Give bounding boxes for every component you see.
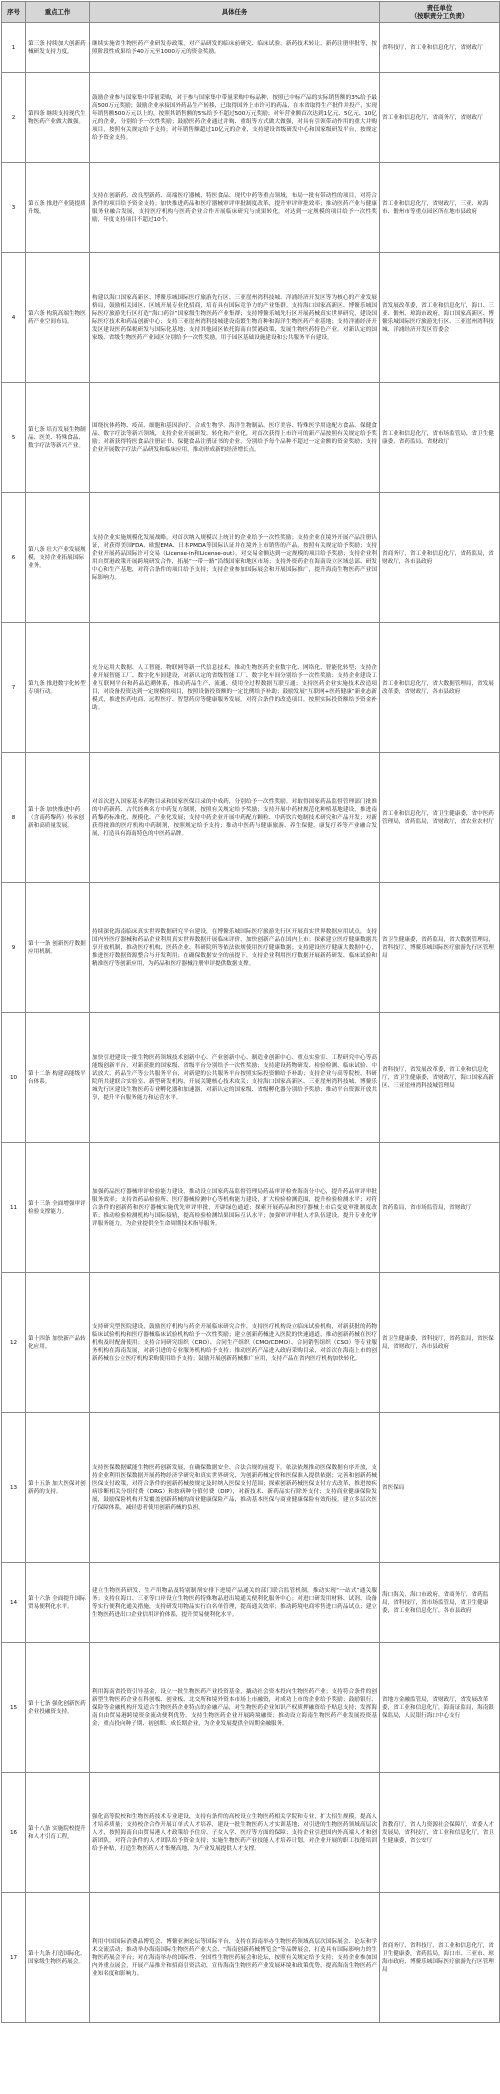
row-unit: 省卫生健康委，省科技厅，省药监局，省医保局，省财政厅，各市县政府: [380, 1273, 500, 1413]
header-num: 序号: [2, 2, 26, 23]
table-row: [2, 883, 500, 1013]
table-row: [2, 1643, 500, 1773]
row-work: 第九条 推进数字化转型专项行动。: [26, 623, 90, 753]
table-row: [2, 253, 500, 383]
row-task: 支持医保数据赋能生物医药创新发展，在确保数据安全、合法合规的前提下，依法依规推动医保数据有序开放，支持企业利用医保数据开展药物经济学研究和真实世界研究，为创新药械定价和医保准入提供依据；完善和创新药械医保支付政策，对符合条件的创新药械按规定及时纳入医保支付范围；探索创新药械医保支付方式改革，推进按疾病诊断相关分组付费（DRG）和按病种分值付费（DIP），对新技术、新药品实行除外支付；支持商业健康保险发展，鼓励保险机构开发覆盖创新药械的商业健康保险产品，推动基本医保与商业健康保险有效衔接，建立多层次医疗保障体系，减轻患者使用创新药械的负担。: [90, 1413, 380, 1563]
row-task: 对首次进入国家基本药物目录和国家医保目录的中成药，分别给予一次性奖励。对取得国家药品监督管理部门批准的中药新药、古代经典名方中药复方制剂，按照有关规定给予奖励；支持开展中药材规范化种植基地建设，推进南药黎药标准化、规模化、产业化发展；支持中药企业开展中药配方颗粒、中药饮片炮制技术研究和产品开发；对新获得批准的医疗机构中药制剂，按照规定给予支持；推动中医药与健康旅游、养生保健、康复疗养等产业融合发展，打造具有海南特色的中医药品牌。: [90, 753, 380, 883]
row-task: 加强药品医疗器械审评检验能力建设，推动设立国家药品监督管理局药品审评检查海南分中心，提升药品审评审批服务效率；支持省药品检验所、医疗器械检测中心等机构能力建设，扩大检验检测范围，提升检验检测水平；对符合条件的创新药和医疗器械实施优先审评审批，开辟绿色通道；探索开展药品和医疗器械上市后变更审批制度改革；推动检验检测机构与国际接轨，提高检验检测结果国际互认水平；加强审评审批人才队伍建设，提升专业化审评服务能力，为企业提供全生命周期技术指导服务。: [90, 1143, 380, 1273]
row-unit: 省工业和信息化厅，省商务厅，省财政厅: [380, 73, 500, 163]
row-work: 第十四条 加快新产品转化应用。: [26, 1273, 90, 1413]
row-unit: 省工业和信息化厅，省卫生健康委，省中医药管理局，省药监局，省财政厅，省农业农村厅: [380, 753, 500, 883]
row-task: 鼓励企业参与国家集中带量采购，对于参与国家集中带量采购中标品种，按照已中标产品的实际销售额的3%给予最高500万元奖励；鼓励企业承接国外药品生产转移，已取得国外上市许可的药品，在本省取得生产批件并投产，实现年销售额500万元以上的，按照其销售额的5%给予不超过500万元奖励；对年营业额首次达到1亿元、5亿元、10亿元的企业，分别给予一次性奖励；鼓励医药企业通过并购、重组等方式做大做强，对具有引领带动作用的重大并购项目，按照有关规定给予支持；对年销售额超过10亿元的企业，支持建设省级研发中心和国家级研发平台，按规定给予资金支持。: [90, 73, 380, 163]
row-num: 12: [2, 1273, 26, 1413]
row-work: 第五条 推进产业链提质升级。: [26, 163, 90, 253]
table-row: [2, 623, 500, 753]
table-row: [2, 1143, 500, 1273]
row-unit: 省发展改革委，省工业和信息化厅，海口、三亚、儋州、琼海市政府，海口国家高新区、博鳌乐城国际医疗旅游先行区、三亚崖州湾科技城、洋浦经济开发区管委会: [380, 253, 500, 383]
row-num: 11: [2, 1143, 26, 1273]
policy-task-table: [1, 1, 500, 2023]
row-task: 围绕抗体药物、疫苗、细胞和基因治疗、合成生物学、海洋生物制品、医疗美容、特殊医学用途配方食品、保健食品、数字疗法等新兴领域，支持企业开展研发、转化和产业化，对首次获得上市许可的新产品按照有关规定给予奖励；对新获得特医食品注册证书、保健食品注册证书的企业，分别给予每个品种不超过一定金额的资金奖励；支持企业开展数字疗法产品研发和临床应用，推动形成新的经济增长点。: [90, 383, 380, 493]
row-unit: 省工业和信息化厅，省财政厅，三亚、琼海市、儋州市等重点园区所在地市县政府: [380, 163, 500, 253]
row-task: 加快引进建设一批生物医药领域技术创新中心、产业创新中心、制造业创新中心、重点实验室、工程研究中心等高能级创新平台，对新获批的国家级、省级平台分别给予一次性奖励；支持建设药物研发、检验检测、临床试验、中试放大、药品生产等公共服务平台，对新建的公共服务平台按照实际投资额给予补助；支持企业与高等院校、科研院所共建联合实验室、新型研发机构，开展关键核心技术攻关；支持海口国家高新区、三亚崖州湾科技城、博鳌乐城先行区建设生物医药专业孵化器和加速器，对新认定的国家级、省级孵化器分别给予奖励；推动平台资源开放共享，提升平台服务能力和运营水平。: [90, 1013, 380, 1143]
row-unit: 省教育厅，省人力资源社会保障厅，省委人才发展局，省科技厅，省工业和信息化厅，省卫生健康委，省公安厅: [380, 1773, 500, 1893]
row-num: 6: [2, 493, 26, 623]
row-unit: 海口海关，海口市政府，省商务厅，省药监局，省科技厅，省市场监管局，省卫生健康委，省工业和信息化厅，各市县政府: [380, 1563, 500, 1643]
table-row: [2, 1273, 500, 1413]
row-num: 1: [2, 23, 26, 73]
row-work: 第十五条 加大医保对创新药的支持。: [26, 1413, 90, 1563]
row-num: 7: [2, 623, 26, 753]
row-num: 4: [2, 253, 26, 383]
row-work: 第十九条 打造国际化、国家级生物医药展会。: [26, 1893, 90, 2023]
row-num: 14: [2, 1563, 26, 1643]
row-num: 2: [2, 73, 26, 163]
table-row: [2, 23, 500, 73]
row-num: 13: [2, 1413, 26, 1563]
table-row: [2, 163, 500, 253]
table-row: [2, 1013, 500, 1143]
row-unit: 省科技厅，省发展改革委，省工业和信息化厅，省卫生健康委，省财政厅，海口国家高新区、三亚崖州湾科技城管理局: [380, 1013, 500, 1143]
row-unit: 省地方金融监管局，省财政厅，省发展改革委，省工业和信息化厅，海南证监局，海南银保监局，人民银行海口中心支行: [380, 1643, 500, 1773]
header-work: 重点工作: [26, 2, 90, 23]
table-row: [2, 493, 500, 623]
table-row: [2, 73, 500, 163]
row-task: 支持研究型医院建设，鼓励医疗机构与药企开展临床研究合作，支持医疗机构设立临床试验机构，对新获批的药物临床试验机构和医疗器械临床试验机构给予一次性奖励；建立创新药械进入医院的快速通道，推动创新药械在医疗机构及时配备使用；支持合同研究组织（CRO）、合同生产组织（CMO/CDMO）、合同销售组织（CSO）等专业服务机构在海南发展，对新引进的专业服务机构给予支持；推动医药产品进入政府采购目录，对首次在海南上市的创新药械在公立医疗机构采购使用给予支持；鼓励开展创新药械推广应用，支持产品在省内医疗机构加快转化。: [90, 1273, 380, 1413]
row-task: 利用海南省投资引导基金，设立一批生物医药产业投资基金，撬动社会资本投向生物医药产业；支持符合条件的创新型生物医药企业在科创板、创业板、北交所和境外资本市场上市融资，对成功上市的企业给予奖励；鼓励银行、保险等金融机构开发适合生物医药企业特点的金融产品，对生物医药企业知识产权质押融资给予贴息支持；发挥海南自由贸易港跨境资金流动便利优势，支持生物医药企业开展跨境融资；推动设立海南生物医药产业发展投资基金，重点投向种子期、初创期、成长期企业，为企业发展提供全周期金融服务。: [90, 1643, 380, 1773]
row-work: 第十二条 构建高能级平台体系。: [26, 1013, 90, 1143]
table-row: [2, 1563, 500, 1643]
row-work: 第十条 加快推进中药（含南药黎药）传承创新和高质量发展。: [26, 753, 90, 883]
row-task: 强化高等院校和生物医药技术专业建设，支持有条件的高校设立生物医药相关学院和专业，扩大招生规模，提高人才培养质量；支持校企合作开展订单式人才培养，建设一批生物医药人才实训基地；对引进的生物医药领域高层次人才，按照海南自由贸易港人才政策给予住房、子女入学、医疗等方面的保障；支持企业引进国内外高端人才和创新团队，对符合条件的人才团队给予资金支持；实施生物医药产业技能人才培养计划，对企业开展的职工技能培训给予补贴，打造生物医药人才集聚高地，为产业发展提供人才支撑。: [90, 1773, 380, 1893]
row-unit: 省商务厅，省工业和信息化厅，省药监局，省财政厅，各市县政府: [380, 493, 500, 623]
row-work: 第十七条 强化创新医药企业投融资支持。: [26, 1643, 90, 1773]
row-work: 第十三条 全面增强审评检验支撑能力。: [26, 1143, 90, 1273]
table-row: [2, 753, 500, 883]
row-num: 15: [2, 1643, 26, 1773]
row-work: 第八条 壮大产业发展规模，支持企业拓展国际业务。: [26, 493, 90, 623]
row-work: 第十一条 创新医疗数据应用机制。: [26, 883, 90, 1013]
row-num: 5: [2, 383, 26, 493]
row-work: 第七条 培育发展生物制品、医美、特殊食品、数字疗法等新兴产业。: [26, 383, 90, 493]
row-task: 建立生物医药研发、生产用物品及特别制剂安排下进境产品通关的部门联合监管机制，推动实现“一站式”通关服务；支持在海口、三亚等口岸设立生物医药特殊物品进出境通关便利化服务中心；对进口研发用材料、试剂、设备等实行便利化通关措施，支持研发用物品实行白名单管理，提高通关效率；推动跨境电商零售进口药品试点；建立生物医药进出口企业信用评价体系，提升贸易便利化水平。: [90, 1563, 380, 1643]
row-unit: 省药监局，省市场监管局，省财政厅: [380, 1143, 500, 1273]
table-header-row: [2, 2, 500, 23]
row-task: 支持在创新药、改良型新药、高端医疗器械、特医食品、现代中药等重点领域，布局一批有带动性的项目，对符合条件的项目给予资金支持；加快推进药品和医疗器械审评审批制度改革，提升审评审批效率；推动医药产业与健康服务业融合发展，支持医疗机构与医药企业合作开展临床研究与成果转化。对达到一定规模的项目给予一次性奖励，年度支持项目不超过10个。: [90, 163, 380, 253]
header-unit: [380, 2, 500, 23]
row-unit: 省科技厅，省工业和信息化厅，省财政厅: [380, 23, 500, 73]
header-unit-line2: （按职责分工负责）: [410, 12, 469, 20]
row-task: 支持企业实施规模化发展战略，对首次纳入规模以上统计的企业给予一次性奖励；支持企业在境外开展产品注册认证，对获得美国FDA、欧盟EMA、日本PMDA等国际认证并在境外上市销售的产品，按照有关规定给予奖励；支持企业开展药品国际许可交易（License-in和License-out），对交易金额达到一定规模的项目给予奖励；支持企业利用自贸港政策开展跨境研发合作，拓展“一带一路”沿线国家和地区市场；支持外资药企在海南设立区域总部、研发中心和生产基地，对符合条件的项目给予支持；支持企业参加国际展会和开展国际推广，提升海南生物医药产业国际影响力。: [90, 493, 380, 623]
header-unit-line1: 责任单位: [426, 4, 453, 12]
row-task: 利用中国国际消费品博览会、博鳌亚洲论坛等国际平台，支持在海南举办生物医药领域高层次国际展会、论坛和学术交流活动；推动举办海南国际生物医药产业大会、“海南创新药械博览会”等品牌展会，打造具有国际影响力的生物医药展会平台；对在海南举办的国际性、全国性生物医药展会和论坛，按照有关规定给予支持；支持企业参加国内外重点展会，开展产品推介和招商引资活动，宣传海南生物医药产业发展环境和政策优势，提高海南生物医药产业知名度和影响力。: [90, 1893, 380, 2023]
row-task: 持续深化海南临床真实世界数据研究平台建设，在博鳌乐城国际医疗旅游先行区开展真实世界数据应用试点，支持国内外医疗器械和药品企业利用真实世界数据开展临床评价，加快创新产品在国内上市；探索建立医疗健康数据共享开放机制，推动医疗机构、医药企业、科研院所等依法依规使用医疗健康数据；支持建设医疗健康大数据中心，推进医疗数据资源整合与开发利用；在确保数据安全的前提下，支持企业利用医疗数据开展新药研发、临床试验和精准医疗等创新应用，为药品和医疗器械注册审评提供数据支撑。: [90, 883, 380, 1013]
row-work: 第四条 继续支持现代生物医药产业做大做强。: [26, 73, 90, 163]
table-row: [2, 1773, 500, 1893]
row-unit: 省医保局: [380, 1413, 500, 1563]
row-unit: 省工业和信息化厅，省市场监管局，省卫生健康委，省药监局，省财政厅: [380, 383, 500, 493]
row-work: 第三条 持续加大创新药械研发支持力度。: [26, 23, 90, 73]
row-work: 第十六条 全面提升国际贸易便利化水平。: [26, 1563, 90, 1643]
row-unit: 省工业和信息化厅，省大数据管理局，省发展改革委，省财政厅，各市县政府: [380, 623, 500, 753]
row-num: 16: [2, 1773, 26, 1893]
header-task: 具体任务: [90, 2, 380, 23]
row-num: 3: [2, 163, 26, 253]
row-unit: 省商务厅，省科技厅，省工业和信息化厅，省卫生健康委，省药监局，海口市、三亚市、琼海市政府，博鳌乐城国际医疗旅游先行区管理局: [380, 1893, 500, 2023]
row-num: 8: [2, 753, 26, 883]
table-row: [2, 383, 500, 493]
row-task: 构建以海口国家高新区、博鳌乐城国际医疗旅游先行区、三亚崖州湾科技城、洋浦经济开发区等为核心的产业发展格局，鼓励相关园区、区域开展专业化招商，培育具有国际竞争力的产业集群。支持海口国家高新区、博鳌乐城国际医疗旅游先行区打造“海口药谷”国家级生物医药产业集群；支持博鳌乐城先行区开展药械真实世界研究，建设国际医疗技术和药品创新中心；支持三亚崖州湾科技城建设南繁生物育种和海洋生物医药产业基地；支持洋浦经济开发区建设医药保税研发与国际化基地；支持其他园区依托海南自贸港政策，发展生物医药特色产业。对新认定的国家级、省级生物医药产业园区分别给予一次性奖励，用于园区基础设施建设和公共服务平台建设。: [90, 253, 380, 383]
table-row: [2, 1413, 500, 1563]
table-row: [2, 1893, 500, 2023]
row-num: 17: [2, 1893, 26, 2023]
row-work: 第十八条 实施院校提升和人才引育工程。: [26, 1773, 90, 1893]
row-task: 充分运用大数据、人工智能、物联网等新一代信息技术，推动生物医药企业数字化、网络化、智能化转型；支持企业开展智能工厂、数字化车间建设，对新认定的省级智能工厂、数字化车间分别给予一次性奖励；支持企业建设工业互联网平台和药品追溯体系，推动药品生产、流通、使用全过程数据互联互通；支持医药企业实施技术改造项目，对设备投资达到一定规模的项目，按照设备投资额的一定比例给予补助；鼓励发展“互联网+医药健康”新业态新模式，推进医药电商、远程医疗、智慧药房等健康服务发展。对符合条件的改造项目，按照实际投资额给予资金补助。: [90, 623, 380, 753]
row-num: 10: [2, 1013, 26, 1143]
row-unit: 省卫生健康委，省药监局，省大数据管理局，省科技厅，博鳌乐城国际医疗旅游先行区管理局: [380, 883, 500, 1013]
row-task: 继续实施省生物医药产业研发券政策，对产品研发的临床前研究、临床试验、新药技术转让、新药注册审批等，按照阶段性成果给予40万元至1000万元的资金奖励。: [90, 23, 380, 73]
row-work: 第六条 构筑高端生物医药产业空间布局。: [26, 253, 90, 383]
row-num: 9: [2, 883, 26, 1013]
